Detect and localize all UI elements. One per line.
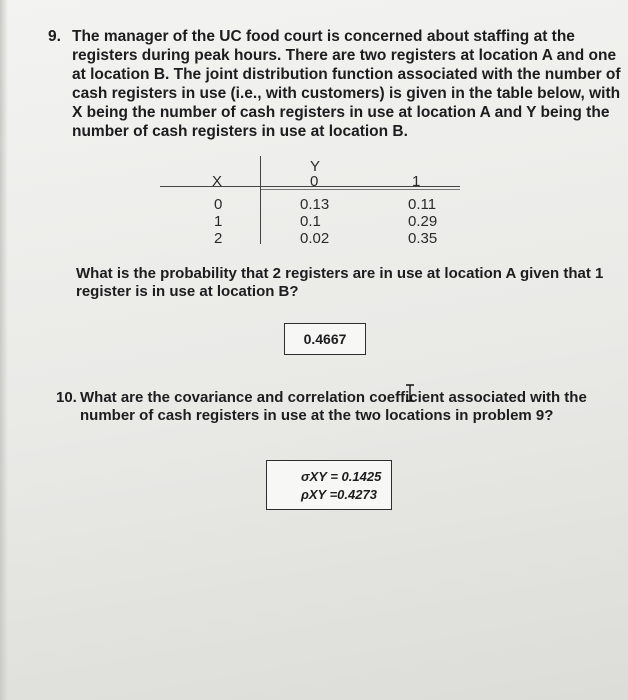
table-cell: 0.29 [408, 213, 438, 230]
question-9-subquestion [76, 265, 606, 301]
table-x-value: 0 [214, 196, 223, 213]
correlation-answer: ρXY =0.4273 [301, 487, 377, 502]
question-9-line: registers during peak hours. There are two registers at location A and one [72, 47, 617, 64]
table-cell: 0.35 [408, 230, 438, 247]
table-x-value: 2 [214, 230, 223, 247]
text-cursor-icon [404, 384, 416, 402]
photo-edge-shadow [0, 0, 8, 700]
table-x-label: X [212, 173, 223, 190]
table-y-label: Y [310, 158, 321, 175]
covariance-answer: σXY = 0.1425 [301, 469, 382, 484]
question-10-line: What are the covariance and correlation coefficient associated with the [80, 389, 587, 406]
question-10-text [80, 389, 596, 425]
question-9-subquestion-line: register is in use at location B? [76, 283, 299, 300]
table-cell: 0.11 [408, 196, 437, 213]
question-9-line: at location B. The joint distribution function associated with the number of [72, 66, 621, 83]
question-9-subquestion-line: What is the probability that 2 registers are in use at location A given that 1 [76, 265, 604, 282]
table-y-value: 0 [310, 173, 319, 190]
table-cell: 0.02 [300, 230, 330, 247]
table-x-value: 1 [214, 213, 223, 230]
table-cell: 0.13 [300, 196, 330, 213]
question-9-line: The manager of the UC food court is concerned about staffing at the [72, 28, 575, 45]
question-10-number: 10. [56, 389, 77, 406]
question-9-text [72, 27, 621, 141]
question-10-line: number of cash registers in use at the two locations in problem 9? [80, 407, 554, 424]
question-9-line: number of cash registers in use at location B. [72, 123, 408, 140]
table-y-value: 1 [412, 173, 421, 190]
answer-9-box: 0.4667 [284, 323, 366, 355]
question-9-number: 9. [48, 28, 61, 45]
joint-distribution-table [160, 156, 460, 251]
question-9-line: cash registers in use (i.e., with customers) is given in the table below, with [72, 85, 621, 102]
table-header-rule-secondary [260, 189, 460, 190]
answer-10-box [266, 460, 392, 510]
table-column-rule [260, 156, 261, 244]
table-cell: 0.1 [300, 213, 321, 230]
question-9-line: X being the number of cash registers in use at location A and Y being the [72, 104, 610, 121]
